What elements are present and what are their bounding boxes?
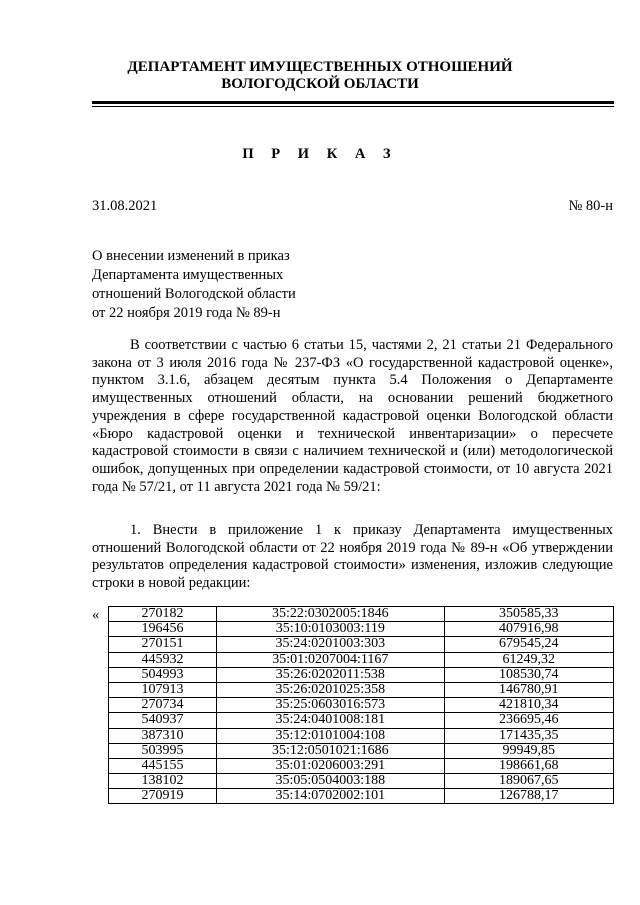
row-id-cell: 270182	[109, 607, 217, 622]
subject-line: от 22 ноября 2019 года № 89-н	[92, 305, 281, 321]
cadastral-number-cell: 35:14:0702002:101	[217, 789, 444, 804]
row-id-cell: 107913	[109, 682, 217, 697]
cadastral-value-cell: 350585,33	[444, 607, 613, 622]
cadastral-number-cell: 35:05:0504003:188	[217, 774, 444, 789]
row-id-cell: 445932	[109, 652, 217, 667]
department-header	[0, 59, 640, 93]
subject-line: Департамента имущественных	[92, 267, 284, 283]
opening-quote-mark: «	[92, 607, 100, 623]
row-id-cell: 540937	[109, 713, 217, 728]
subject-line: О внесении изменений в приказ	[92, 248, 290, 264]
cadastral-number-cell: 35:12:0501021:1686	[217, 743, 444, 758]
cadastral-number-cell: 35:24:0401008:181	[217, 713, 444, 728]
table-row	[109, 698, 614, 713]
cadastral-value-cell: 679545,24	[444, 637, 613, 652]
table-row	[109, 637, 614, 652]
row-id-cell: 445155	[109, 758, 217, 773]
cadastral-value-cell: 171435,35	[444, 728, 613, 743]
table-row	[109, 607, 614, 622]
table-row	[109, 652, 614, 667]
cadastral-number-cell: 35:22:0302005:1846	[217, 607, 444, 622]
cadastral-value-cell: 407916,98	[444, 622, 613, 637]
row-id-cell: 270919	[109, 789, 217, 804]
department-name-line1: ДЕПАРТАМЕНТ ИМУЩЕСТВЕННЫХ ОТНОШЕНИЙ	[127, 59, 513, 75]
cadastral-value-cell: 189067,65	[444, 774, 613, 789]
cadastral-value-cell: 146780,91	[444, 682, 613, 697]
department-name-line2: ВОЛОГОДСКОЙ ОБЛАСТИ	[221, 76, 419, 92]
cadastral-value-cell: 236695,46	[444, 713, 613, 728]
header-rule-thick	[92, 101, 614, 104]
order-subject	[92, 247, 352, 323]
row-id-cell: 270734	[109, 698, 217, 713]
table-row	[109, 758, 614, 773]
table-row	[109, 789, 614, 804]
header-rule-thin	[92, 106, 614, 107]
cadastral-number-cell: 35:01:0206003:291	[217, 758, 444, 773]
cadastral-value-cell: 198661,68	[444, 758, 613, 773]
order-date: 31.08.2021	[92, 198, 158, 214]
row-id-cell: 138102	[109, 774, 217, 789]
table-row	[109, 682, 614, 697]
table-row	[109, 713, 614, 728]
cadastral-value-cell: 126788,17	[444, 789, 613, 804]
clause-1-paragraph: 1. Внести в приложение 1 к приказу Департамента имущественных отношений Вологодской области от 22 ноября 2019 года № 89-н «Об утверждении результатов определения кадастровой стоимости» изменения, изложив следующие строки в новой редакции:	[92, 522, 613, 592]
cadastral-value-cell: 99949,85	[444, 743, 613, 758]
row-id-cell: 270151	[109, 637, 217, 652]
cadastral-number-cell: 35:26:0201025:358	[217, 682, 444, 697]
subject-line: отношений Вологодской области	[92, 286, 296, 302]
table-row	[109, 743, 614, 758]
table-row	[109, 667, 614, 682]
cadastral-number-cell: 35:24:0201003:303	[217, 637, 444, 652]
preamble-paragraph: В соответствии с частью 6 статьи 15, частями 2, 21 статьи 21 Федерального закона от 3 июля 2016 года № 237-ФЗ «О государственной кадастровой оценке», пунктом 3.1.6, абзацем десятым пункта 5.4 Положения о Департаменте имущественных отношений области, на основании решений бюджетного учреждения в сфере государственной кадастровой оценки Вологодской области «Бюро кадастровой оценки и технической инвентаризации» о пересчете кадастровой стоимости в связи с наличием технической и (или) методологической ошибок, допущенных при определении кадастровой стоимости, от 10 августа 2021 года № 57/21, от 11 августа 2021 года № 59/21:	[92, 337, 613, 495]
table-row	[109, 774, 614, 789]
cadastral-number-cell: 35:25:0603016:573	[217, 698, 444, 713]
table-row	[109, 728, 614, 743]
cadastral-number-cell: 35:01:0207004:1167	[217, 652, 444, 667]
row-id-cell: 504993	[109, 667, 217, 682]
order-number: № 80-н	[568, 198, 613, 214]
cadastral-number-cell: 35:12:0101004:108	[217, 728, 444, 743]
row-id-cell: 503995	[109, 743, 217, 758]
document-type-title: П Р И К А З	[242, 146, 398, 162]
cadastral-number-cell: 35:10:0103003:119	[217, 622, 444, 637]
row-id-cell: 196456	[109, 622, 217, 637]
table-row	[109, 622, 614, 637]
row-id-cell: 387310	[109, 728, 217, 743]
cadastral-value-cell: 108530,74	[444, 667, 613, 682]
cadastral-number-cell: 35:26:0202011:538	[217, 667, 444, 682]
cadastral-value-cell: 61249,32	[444, 652, 613, 667]
table-body	[109, 607, 614, 804]
cadastral-value-table	[108, 606, 614, 804]
cadastral-value-cell: 421810,34	[444, 698, 613, 713]
